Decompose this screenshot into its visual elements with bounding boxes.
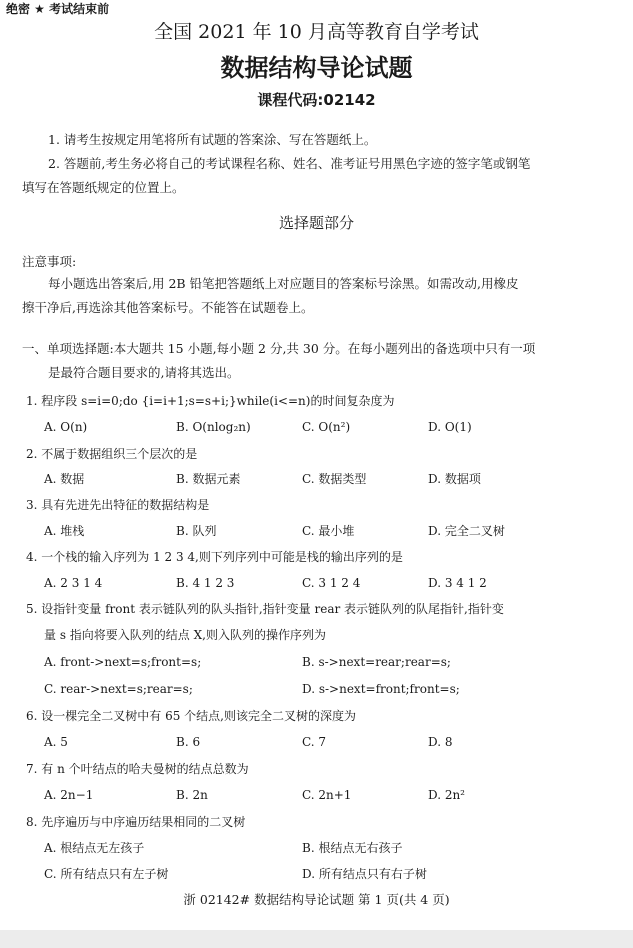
q8-option-a: A. 根结点无左孩子 <box>44 841 145 855</box>
section-title: 选择题部分 <box>278 214 354 232</box>
question-7-stem: 7. 有 n 个叶结点的哈夫曼树的结点总数为 <box>26 762 249 776</box>
q4-option-b: B. 4 1 2 3 <box>176 576 235 590</box>
q3-option-b: B. 队列 <box>176 524 217 538</box>
instruction-2b: 填写在答题纸规定的位置上。 <box>22 180 185 195</box>
question-8-stem: 8. 先序遍历与中序遍历结果相同的二叉树 <box>26 815 246 829</box>
note-line-2: 擦干净后,再选涂其他答案标号。不能答在试题卷上。 <box>22 300 314 315</box>
question-2-stem: 2. 不属于数据组织三个层次的是 <box>26 447 198 461</box>
bottom-scroll-gutter <box>0 930 633 948</box>
q5-option-b: B. s->next=rear;rear=s; <box>302 655 451 669</box>
q5-option-d: D. s->next=front;front=s; <box>302 682 460 696</box>
q3-option-d: D. 完全二叉树 <box>428 524 505 538</box>
part-heading-1: 一、单项选择题:本大题共 15 小题,每小题 2 分,共 30 分。在每小题列出的备选项中只有一项 <box>22 341 536 356</box>
q4-option-d: D. 3 4 1 2 <box>428 576 487 590</box>
q8-option-d: D. 所有结点只有右子树 <box>302 867 427 881</box>
q8-option-b: B. 根结点无右孩子 <box>302 841 403 855</box>
q7-option-b: B. 2n <box>176 788 208 802</box>
q6-option-c: C. 7 <box>302 735 327 749</box>
note-label: 注意事项: <box>22 254 77 269</box>
q3-option-c: C. 最小堆 <box>302 524 355 538</box>
q6-option-a: A. 5 <box>44 735 68 749</box>
question-5-stem-2: 量 s 指向将要入队列的结点 X,则入队列的操作序列为 <box>44 628 326 642</box>
question-5-stem: 5. 设指针变量 front 表示链队列的队头指针,指针变量 rear 表示链队列的队尾指针,指针变 <box>26 602 504 616</box>
course-code: 课程代码:02142 <box>257 91 376 109</box>
instruction-1: 1. 请考生按规定用笔将所有试题的答案涂、写在答题纸上。 <box>48 132 377 147</box>
q5-option-c: C. rear->next=s;rear=s; <box>44 682 193 696</box>
instruction-2a: 2. 答题前,考生务必将自己的考试课程名称、姓名、准考证号用黑色字迹的签字笔或钢笔 <box>48 156 531 171</box>
q1-option-b: B. O(nlog₂n) <box>176 420 251 434</box>
q1-option-d: D. O(1) <box>428 420 472 434</box>
q2-option-c: C. 数据类型 <box>302 472 367 486</box>
q1-option-a: A. O(n) <box>44 420 88 434</box>
q4-option-a: A. 2 3 1 4 <box>44 576 103 590</box>
q4-option-c: C. 3 1 2 4 <box>302 576 361 590</box>
q1-option-c: C. O(n²) <box>302 420 351 434</box>
q8-option-c: C. 所有结点只有左子树 <box>44 867 169 881</box>
q2-option-b: B. 数据元素 <box>176 472 241 486</box>
question-6-stem: 6. 设一棵完全二叉树中有 65 个结点,则该完全二叉树的深度为 <box>26 709 356 723</box>
q2-option-a: A. 数据 <box>44 472 85 486</box>
page-footer: 浙 02142# 数据结构导论试题 第 1 页(共 4 页) <box>183 892 450 907</box>
question-1-stem: 1. 程序段 s=i=0;do {i=i+1;s=s+i;}while(i<=n)的时间复杂度为 <box>26 394 395 408</box>
secret-label: 绝密 ★ 考试结束前 <box>6 2 110 16</box>
q7-option-d: D. 2n² <box>428 788 465 802</box>
exam-title: 全国 2021 年 10 月高等教育自学考试 <box>154 21 479 43</box>
q3-option-a: A. 堆栈 <box>44 524 85 538</box>
q7-option-c: C. 2n+1 <box>302 788 352 802</box>
q2-option-d: D. 数据项 <box>428 472 481 486</box>
question-4-stem: 4. 一个栈的输入序列为 1 2 3 4,则下列序列中可能是栈的输出序列的是 <box>26 550 403 564</box>
note-line-1: 每小题选出答案后,用 2B 铅笔把答题纸上对应题目的答案标号涂黑。如需改动,用橡皮 <box>48 276 519 291</box>
q7-option-a: A. 2n−1 <box>44 788 94 802</box>
q6-option-d: D. 8 <box>428 735 453 749</box>
question-3-stem: 3. 具有先进先出特征的数据结构是 <box>26 498 210 512</box>
q5-option-a: A. front->next=s;front=s; <box>44 655 202 669</box>
subject-title: 数据结构导论试题 <box>220 54 413 82</box>
part-heading-2: 是最符合题目要求的,请将其选出。 <box>48 365 240 380</box>
q6-option-b: B. 6 <box>176 735 201 749</box>
